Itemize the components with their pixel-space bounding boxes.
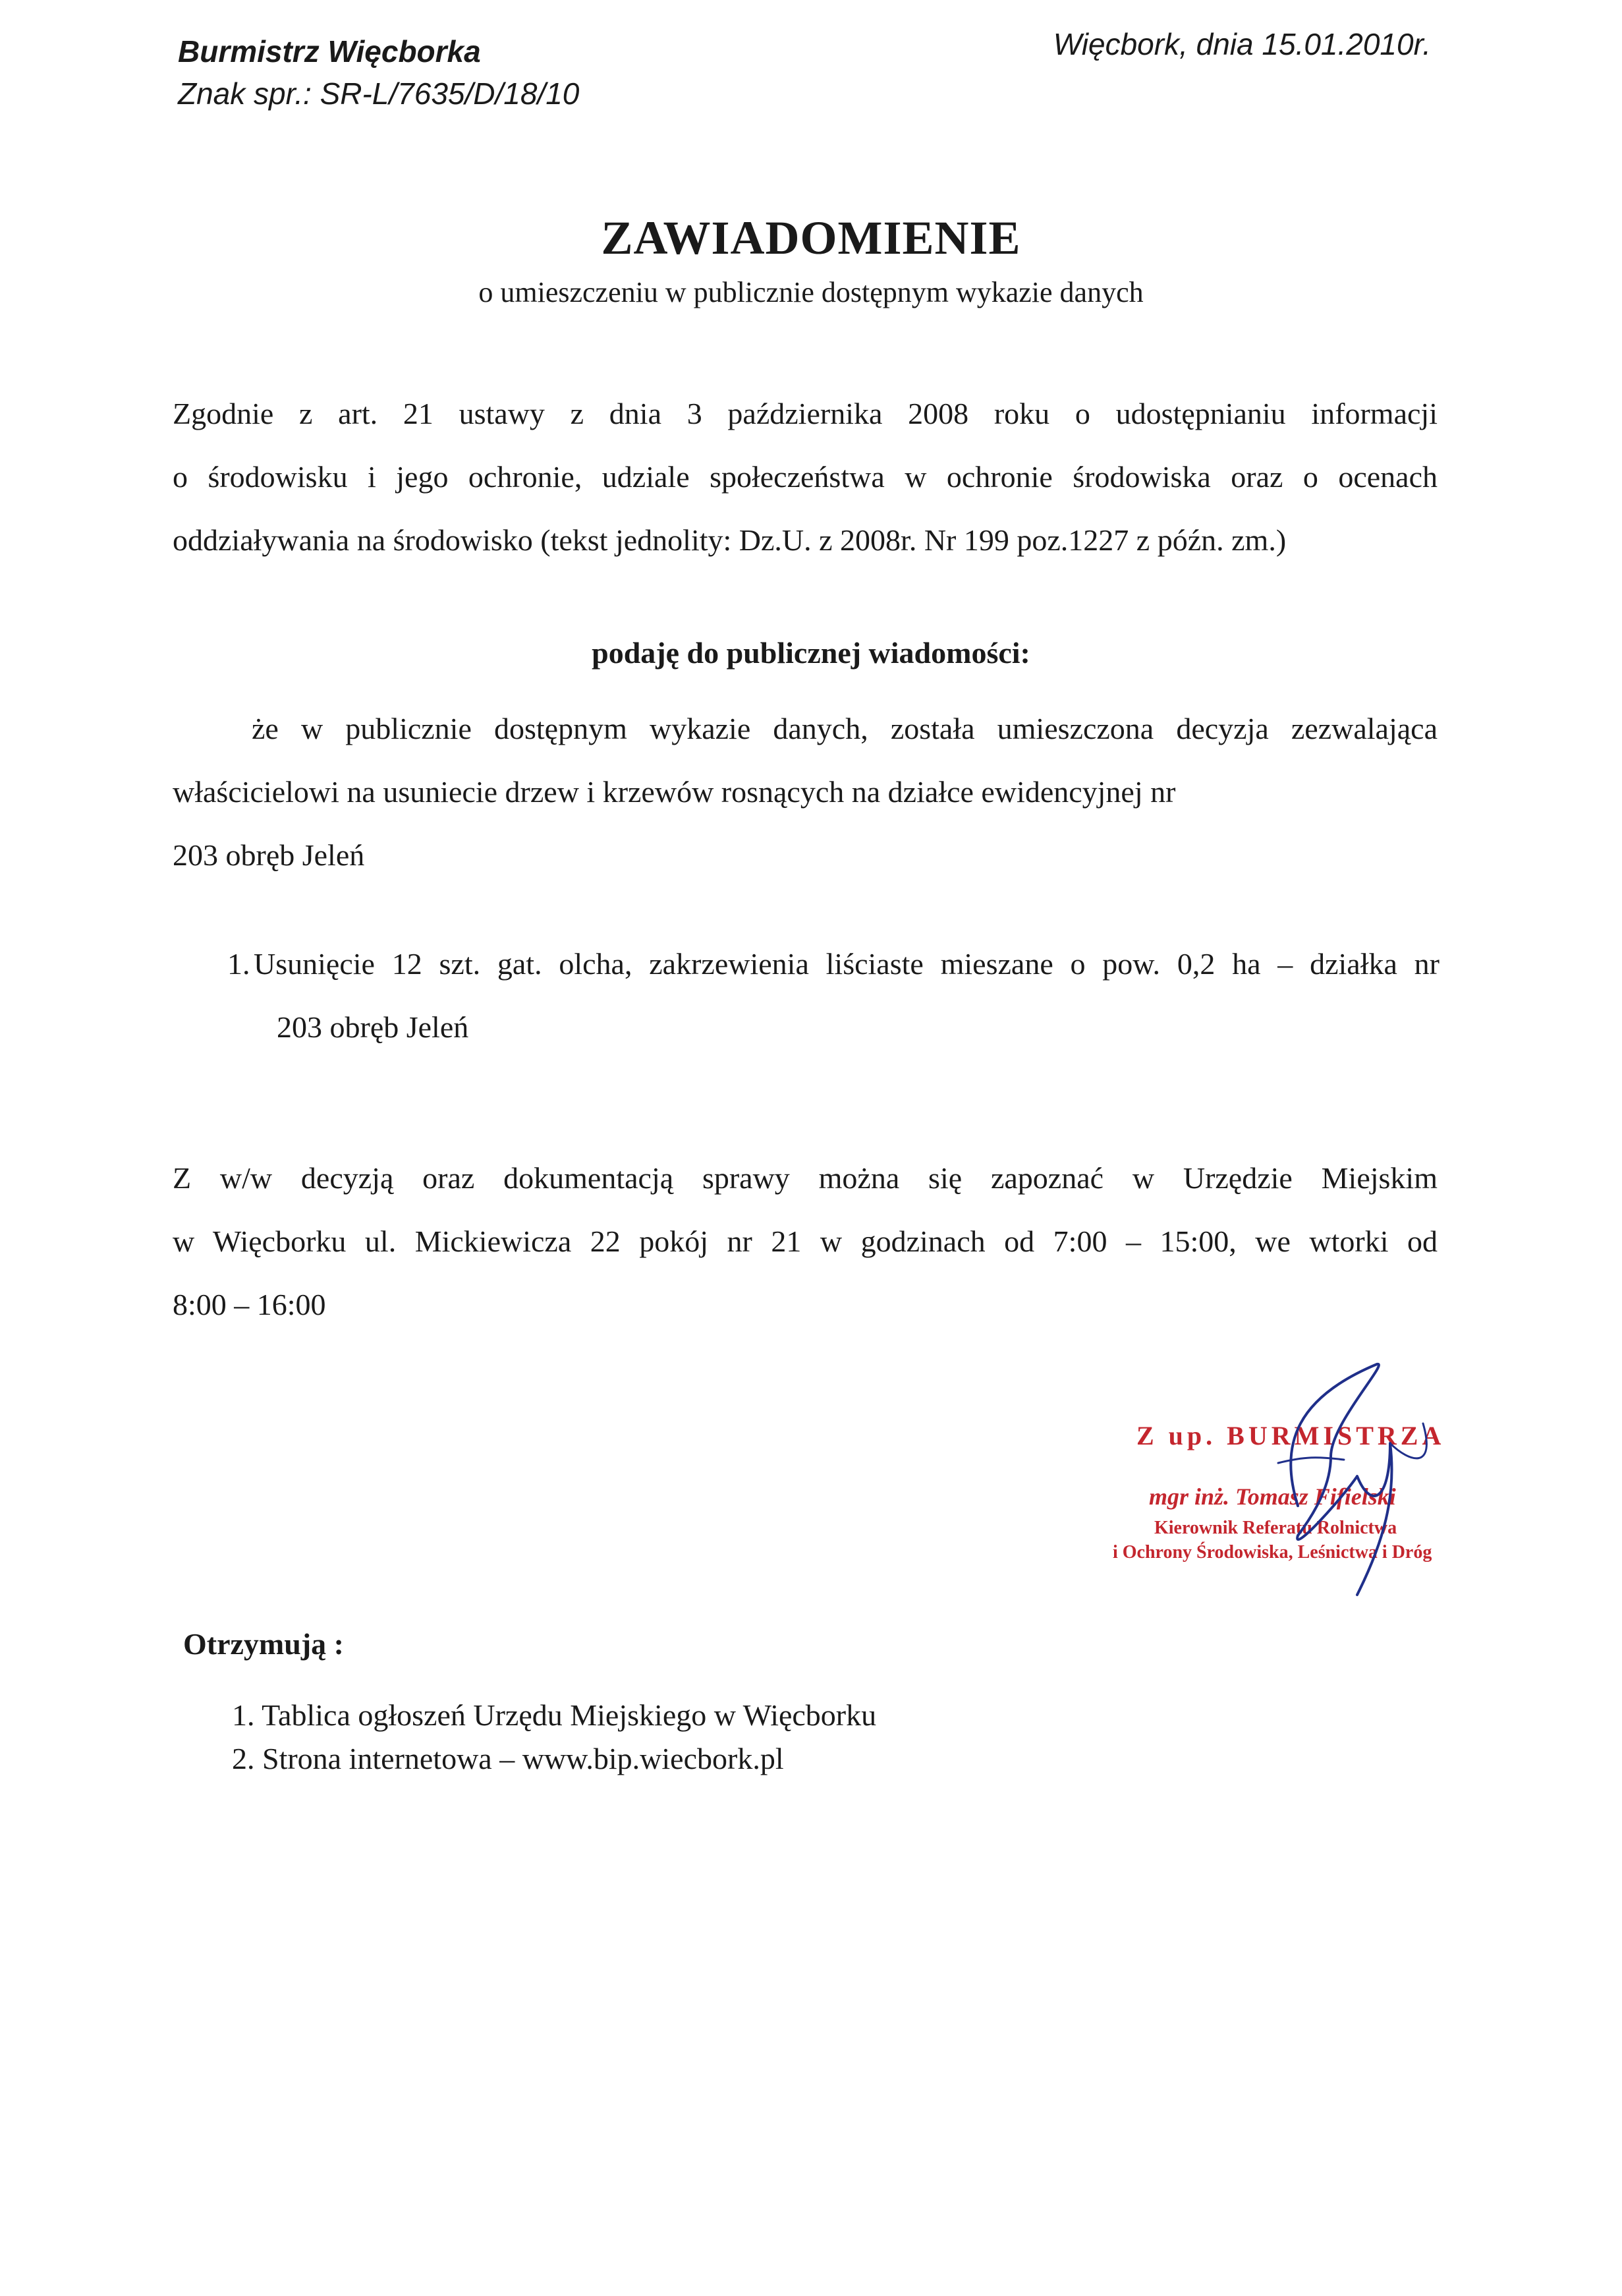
stamp-position: Kierownik Referatu Rolnictwa bbox=[1154, 1518, 1397, 1538]
handwritten-signature bbox=[1080, 1344, 1489, 1621]
stamp-department: i Ochrony Środowiska, Leśnictwa i Dróg bbox=[1113, 1542, 1432, 1563]
recipients-list bbox=[232, 1694, 876, 1781]
intro-paragraph bbox=[173, 382, 1438, 572]
stamp-signatory-name: mgr inż. Tomasz Fifielski bbox=[1149, 1483, 1396, 1510]
decision-items-list bbox=[227, 933, 1440, 1059]
decision-paragraph bbox=[173, 697, 1438, 887]
info-line: w Więcborku ul. Mickiewicza 22 pokój nr 21 w godzinach od 7:00 – 15:00, we wtorki od bbox=[173, 1224, 1438, 1258]
header-left bbox=[178, 30, 579, 115]
reference-number: Znak spr.: SR-L/7635/D/18/10 bbox=[178, 76, 580, 111]
item-text: Usunięcie 12 szt. gat. olcha, zakrzewienia liściaste mieszane o pow. 0,2 ha – działka nr bbox=[254, 947, 1440, 981]
stamp-authority: Z up. BURMISTRZA bbox=[1136, 1421, 1445, 1450]
place-date: Więcbork, dnia 15.01.2010r. bbox=[1053, 27, 1431, 61]
list-item: 1. Tablica ogłoszeń Urzędu Miejskiego w Więcborku bbox=[232, 1698, 877, 1732]
decision-line: że w publicznie dostępnym wykazie danych, została umieszczona decyzja zezwalająca bbox=[252, 712, 1438, 745]
decision-line: 203 obręb Jeleń bbox=[173, 838, 365, 872]
info-paragraph bbox=[173, 1147, 1438, 1336]
item-number: 1. bbox=[227, 947, 250, 981]
info-line: 8:00 – 16:00 bbox=[173, 1288, 326, 1321]
announcement-heading: podaję do publicznej wiadomości: bbox=[592, 636, 1030, 670]
recipients-heading: Otrzymują : bbox=[183, 1627, 344, 1661]
info-line: Z w/w decyzją oraz dokumentacją sprawy można się zapoznać w Urzędzie Miejskim bbox=[173, 1161, 1438, 1195]
document-subtitle: o umieszczeniu w publicznie dostępnym wykazie danych bbox=[478, 276, 1144, 308]
intro-line: o środowisku i jego ochronie, udziale społeczeństwa w ochronie środowiska oraz o ocenach bbox=[173, 460, 1438, 494]
item-text-continued: 203 obręb Jeleń bbox=[277, 1010, 469, 1044]
issuer: Burmistrz Więcborka bbox=[178, 34, 481, 69]
intro-line: oddziaływania na środowisko (tekst jednolity: Dz.U. z 2008r. Nr 199 poz.1227 z późn. zm.) bbox=[173, 523, 1287, 557]
decision-line: właścicielowi na usuniecie drzew i krzewów rosnących na działce ewidencyjnej nr bbox=[173, 775, 1176, 809]
document-title: ZAWIADOMIENIE bbox=[601, 212, 1021, 264]
intro-line: Zgodnie z art. 21 ustawy z dnia 3 października 2008 roku o udostępnianiu informacji bbox=[173, 397, 1438, 430]
list-item bbox=[227, 933, 1440, 996]
list-item: 2. Strona internetowa – www.bip.wiecbork.pl bbox=[232, 1742, 784, 1775]
